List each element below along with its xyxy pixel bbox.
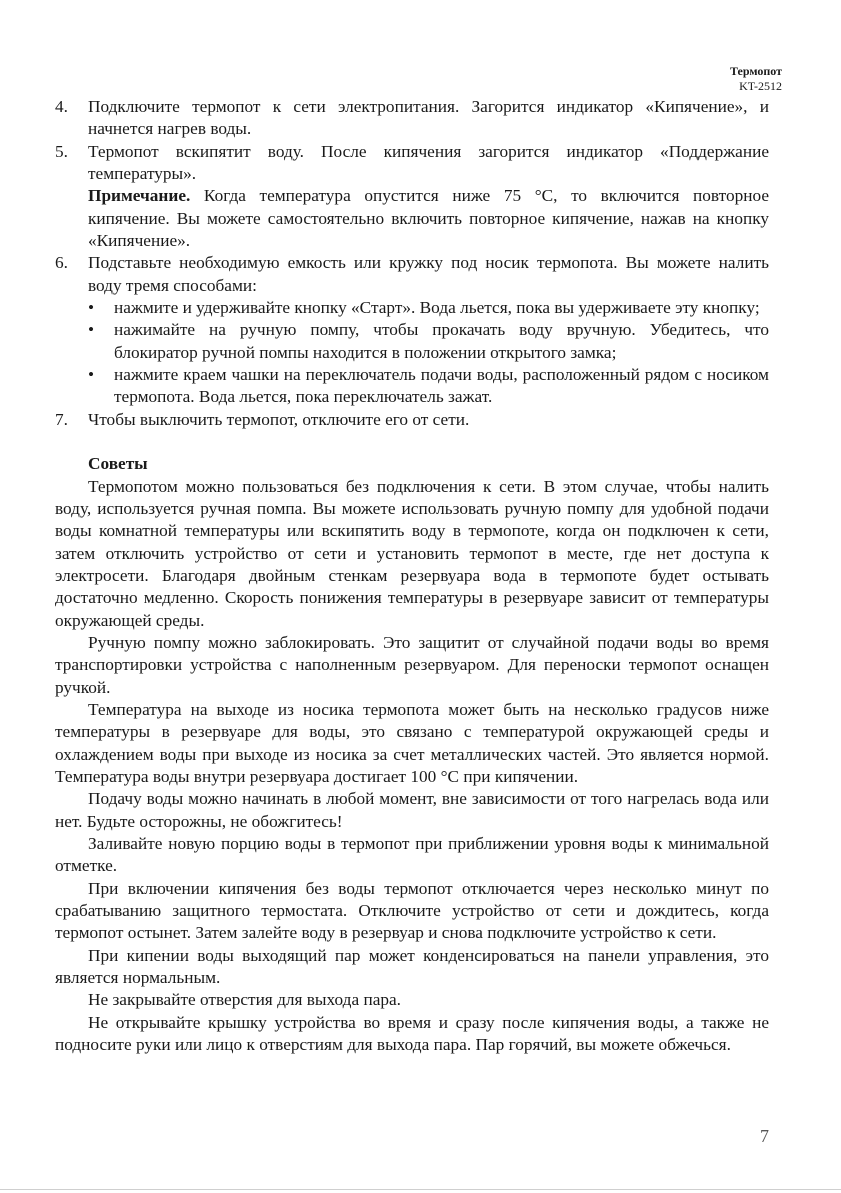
bullet-text: нажмите краем чашки на переключатель подачи воды, расположенный рядом с носиком термопота. Вода льется, пока переключатель зажат. [114,365,769,407]
tips-paragraph: При включении кипячения без воды термопот отключается через несколько минут по срабатыванию защитного термостата. Отключите устройство от сети и дождитесь, когда термопот остынет. Затем залейте воду в резервуар и снова подключите устройство к сети. [55,878,769,943]
note-label: Примечание. [88,186,191,206]
bullet-icon: • [88,365,95,385]
list-item-step-4 [55,96,769,141]
bullet-item [55,297,769,319]
product-title: Термопот [729,64,782,78]
step-text: Чтобы выключить термопот, отключите его от сети. [88,409,470,429]
product-model: KT-2512 [739,79,782,93]
step-number: 6. [55,253,68,273]
step-number: 7. [55,409,68,429]
step-number: 4. [55,97,68,116]
bullet-icon: • [88,320,95,340]
bullet-item [55,319,769,364]
list-item-step-5 [55,141,769,186]
document-body [55,96,769,1056]
tips-paragraph: Температура на выходе из носика термопота может быть на несколько градусов ниже температуры в резервуаре для воды, это связано с температурой окружающей среды и охлаждением воды при выходе из носика за счет металлических частей. Это является нормой. Температура воды внутри резервуара достигает 100 °C при кипячении. [55,699,769,786]
page-bottom-divider [0,1189,841,1190]
list-item-step-7 [55,409,769,431]
tips-paragraph: Заливайте новую порцию воды в термопот при приближении уровня воды к минимальной отметке. [55,834,769,876]
bullet-text: нажимайте на ручную помпу, чтобы прокачать воду вручную. Убедитесь, что блокиратор ручной помпы находится в положении открытого замка; [114,320,769,362]
step-text: Термопот вскипятит воду. После кипячения загорится индикатор «Поддержание температуры». [88,141,769,184]
page-number: 7 [760,1126,769,1146]
step-text: Подключите термопот к сети электропитания. Загорится индикатор «Кипячение», и начнется нагрев воды. [88,97,769,139]
tips-paragraph: Термопотом можно пользоваться без подключения к сети. В этом случае, чтобы налить воду, используется ручная помпа. Вы можете использовать ручную помпу для удобной подачи воды комнатной температуры или вскипятить воду в термопоте, когда он подключен к сети, затем отключить устройство от сети и установить термопот в месте, где нет доступа к электросети. Благодаря двойным стенкам резервуара вода в термопоте будет остывать достаточно медленно. Скорость понижения температуры в резервуаре зависит от температуры окружающей среды. [55,476,769,630]
bullet-icon: • [88,298,95,318]
tips-paragraph: Подачу воды можно начинать в любой момент, вне зависимости от того нагрелась вода или нет. Будьте осторожны, не обожгитесь! [55,789,769,831]
note [55,185,769,252]
list-item-step-6 [55,252,769,297]
bullet-text: нажмите и удерживайте кнопку «Старт». Вода льется, пока вы удерживаете эту кнопку; [114,298,760,318]
tips-paragraph: При кипении воды выходящий пар может конденсироваться на панели управления, это является нормальным. [55,945,769,988]
tips-paragraph: Не закрывайте отверстия для выхода пара. [88,990,401,1010]
step-text: Подставьте необходимую емкость или кружку под носик термопота. Вы можете налить воду тремя способами: [88,253,769,295]
page-header [730,64,782,94]
step-number: 5. [55,141,68,161]
bullet-item [55,364,769,409]
tips-paragraph: Ручную помпу можно заблокировать. Это защитит от случайной подачи воды во время транспортировки устройства с наполненным резервуаром. Для переноски термопот оснащен ручкой. [55,632,769,697]
section-heading-tips: Советы [88,454,148,474]
note-text: Когда температура опустится ниже 75 °C, то включится повторное кипячение. Вы можете самостоятельно включить повторное кипячение, нажав на кнопку «Кипячение». [88,186,769,251]
tips-paragraph: Не открывайте крышку устройства во время и сразу после кипячения воды, а также не подносите руки или лицо к отверстиям для выхода пара. Пар горячий, вы можете обжечься. [55,1012,769,1055]
